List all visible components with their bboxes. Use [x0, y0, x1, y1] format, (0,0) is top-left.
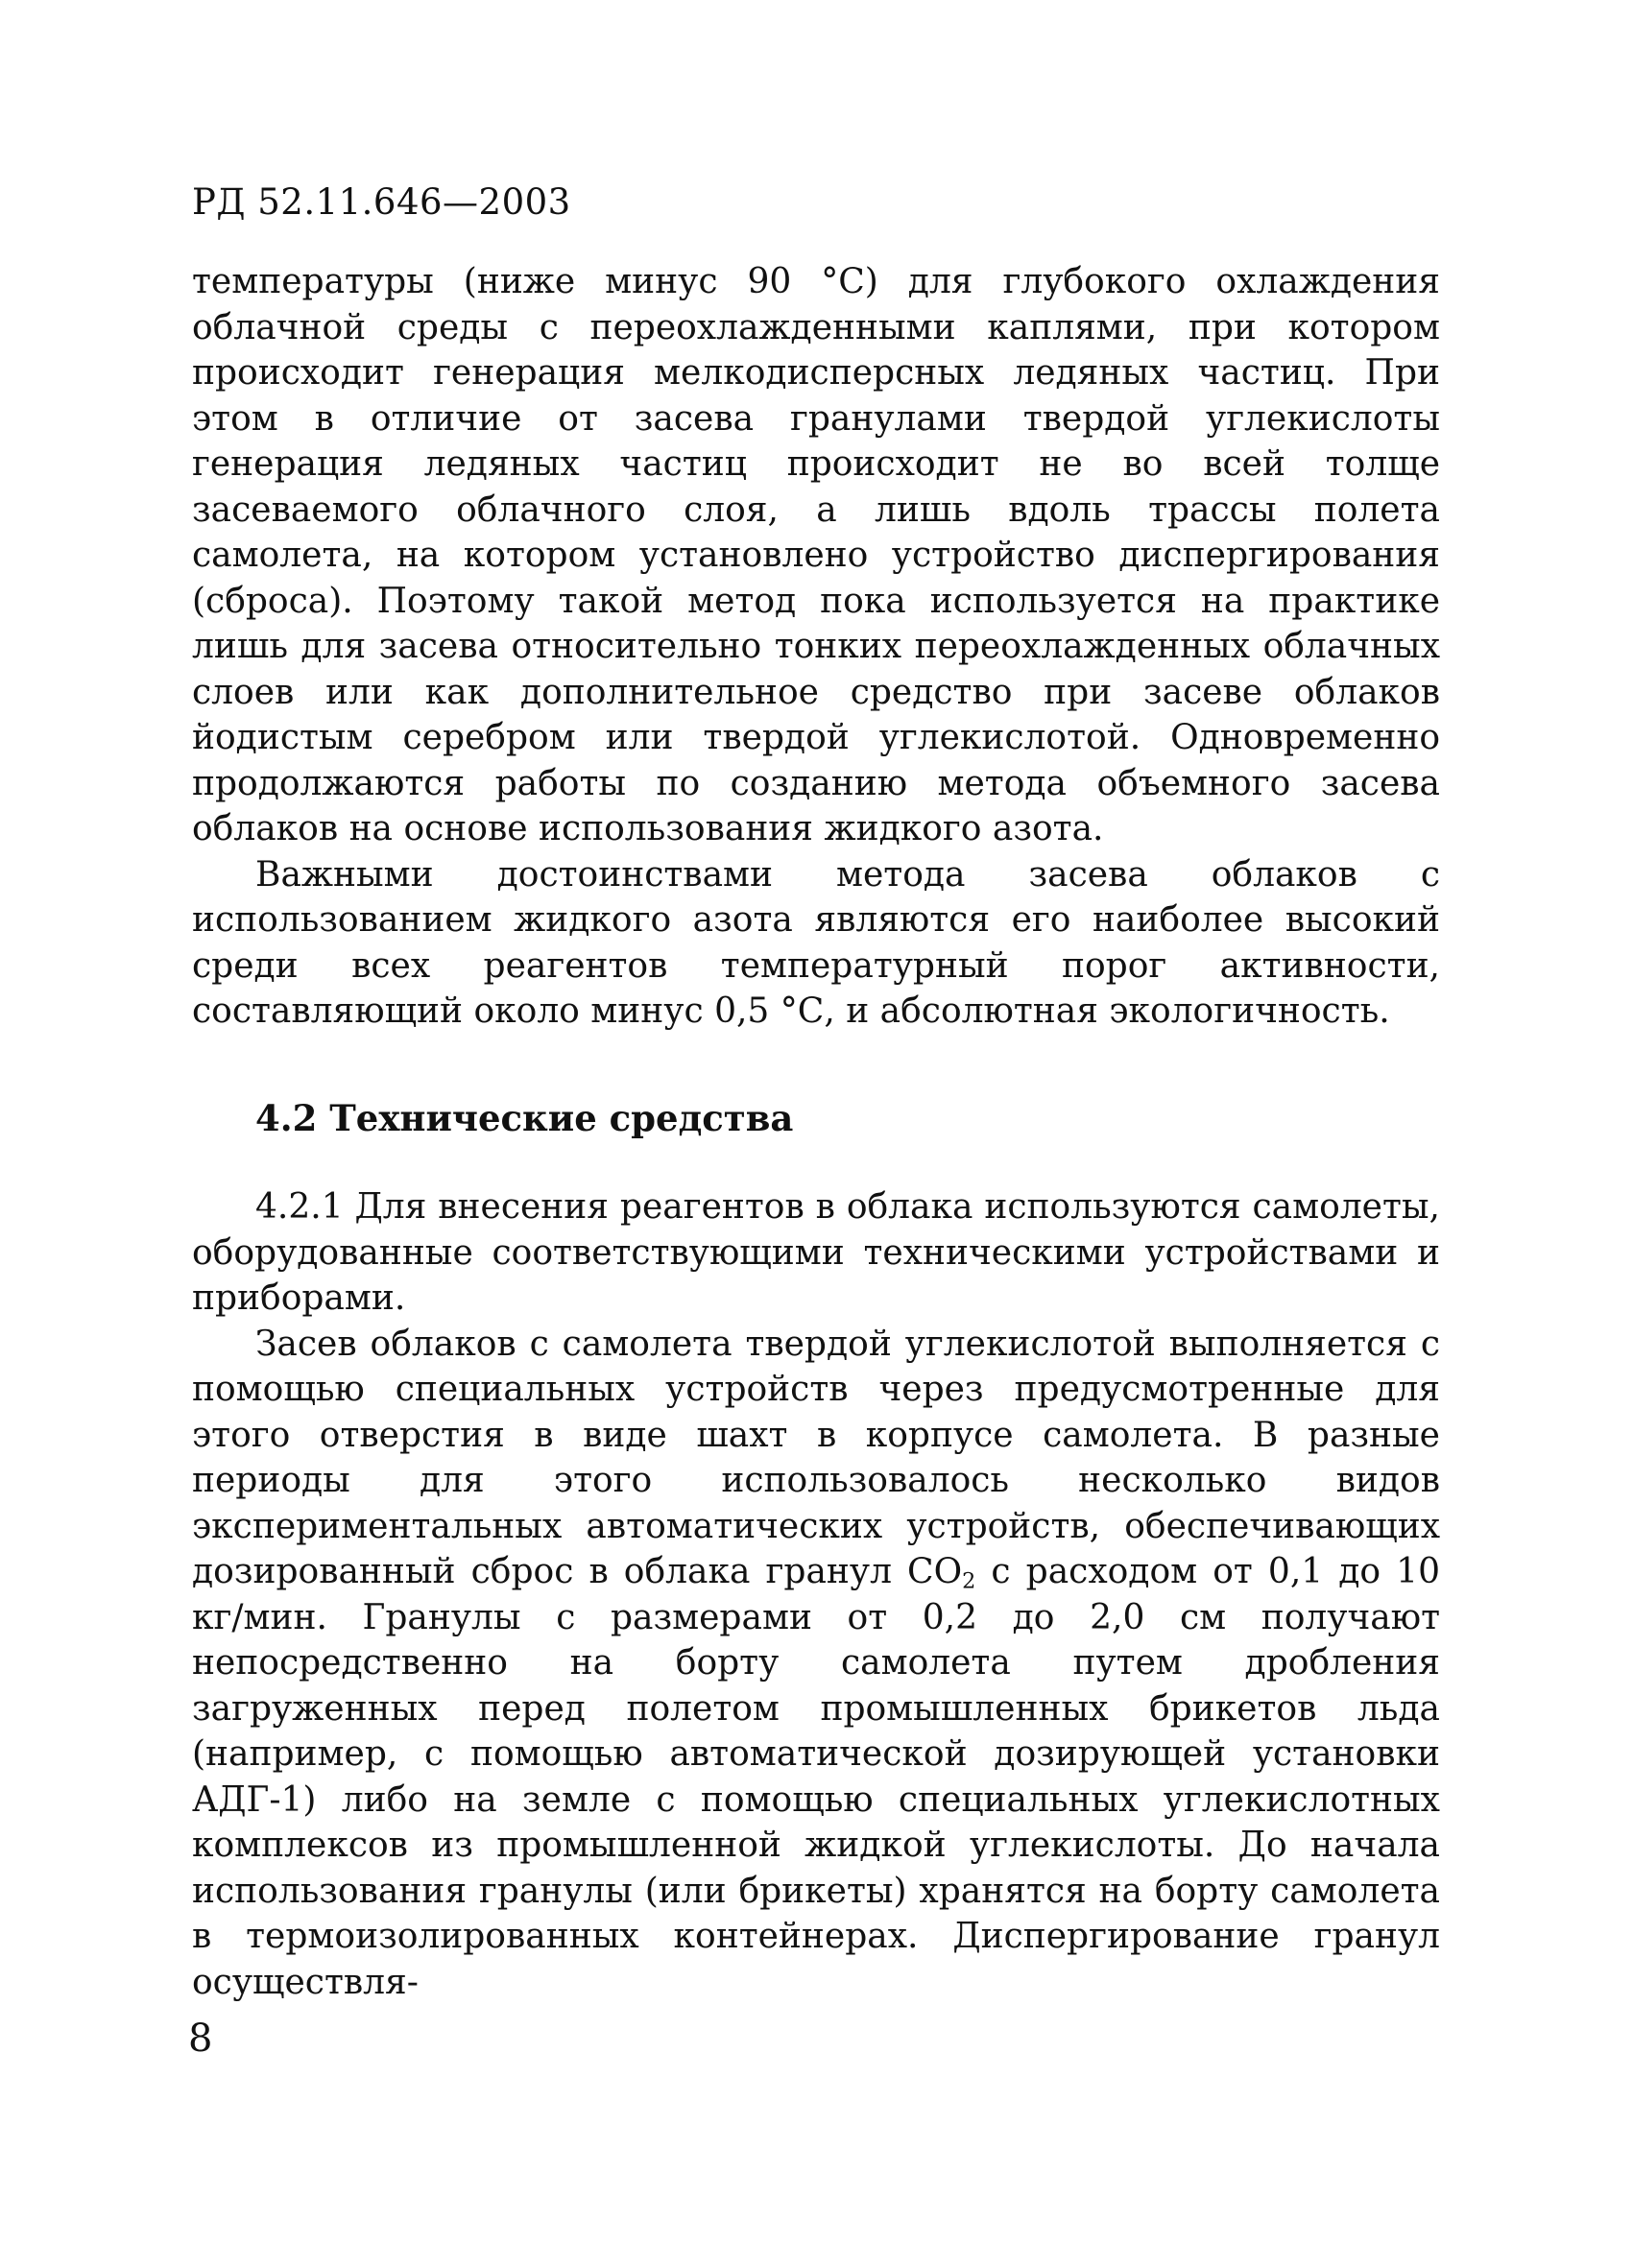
co2-subscript: 2: [962, 1568, 976, 1594]
paragraph-advantages: Важными достоинствами метода засева облаков с использованием жидкого азота являются его наиболее высокий среди всех реагентов температурный порог активности, составляющий около минус 0,5 °С, и абсолютная экологичность.: [192, 854, 1440, 1031]
paragraph-4-2-1: 4.2.1 Для внесения реагентов в облака используются самолеты, оборудованные соответствующими техническими устройствами и приборами.: [192, 1187, 1440, 1318]
paragraph-co2-seeding-part2: с расходом от 0,1 до 10 кг/мин. Гранулы с размерами от 0,2 до 2,0 см получают непосредственно на борту самолета путем дробления загруженных перед полетом промышленных брикетов льда (например, с помощью автоматической дозирующей установки АДГ-1) либо на земле с помощью специальных углекислотных комплексов из промышленной жидкой углекислоты. До начала использования гранулы (или брикеты) хранятся на борту самолета в термоизолированных контейнерах. Диспергирование гранул осуществля-: [192, 1552, 1440, 2002]
paragraph-co2-seeding: [192, 1322, 1440, 2006]
text-block-top: [192, 259, 1440, 1035]
paragraph-continuation: температуры (ниже минус 90 °С) для глубокого охлаждения облачной среды с переохлажденными каплями, при котором происходит генерация мелкодисперсных ледяных частиц. При этом в отличие от засева гранулами твердой углекислоты генерация ледяных частиц происходит не во всей толще засеваемого облачного слоя, а лишь вдоль трассы полета самолета, на котором установлено устройство диспергирования (сброса). Поэтому такой метод пока используется на практике лишь для засева относительно тонких переохлажденных облачных слоев или как дополнительное средство при засеве облаков йодистым серебром или твердой углекислотой. Одновременно продолжаются работы по созданию метода объемного засева облаков на основе использования жидкого азота.: [192, 262, 1440, 848]
paragraph-co2-seeding-part1: Засев облаков с самолета твердой углекислотой выполняется с помощью специальных устройств через предусмотренные для этого отверстия в виде шахт в корпусе самолета. В разные периоды для этого использовалось несколько видов экспериментальных автоматических устройств, обеспечивающих дозированный сброс в облака гранул СО: [192, 1324, 1440, 1591]
text-block-bottom: [192, 1184, 1440, 2005]
document-code-header: РД 52.11.646—2003: [192, 181, 571, 223]
section-heading: 4.2 Технические средства: [255, 1097, 794, 1139]
page-number: 8: [188, 2017, 213, 2061]
